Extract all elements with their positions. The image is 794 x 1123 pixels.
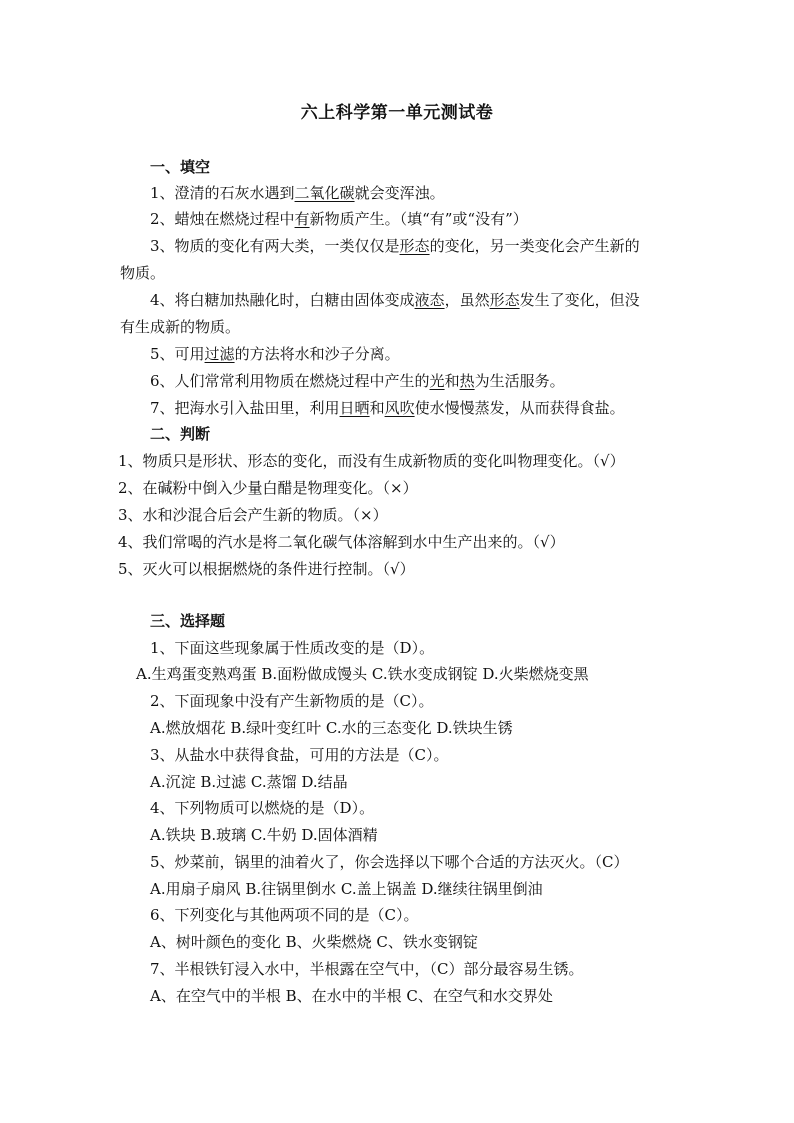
answer-blank: 二氧化碳 [294,184,355,202]
section-heading-choice: 三、选择题 [150,612,226,630]
choice-options: A、树叶颜色的变化 B、火柴燃烧 C、铁水变钢锭 [150,933,478,951]
fill-question-4-continued: 有生成新的物质。 [120,318,241,336]
choice-question: 3、从盐水中获得食盐，可用的方法是（C）。 [150,746,449,764]
choice-options: A.用扇子扇风 B.往锅里倒水 C.盖上锅盖 D.继续往锅里倒油 [150,880,543,898]
fill-question-5: 5、可用过滤的方法将水和沙子分离。 [150,345,400,363]
answer-blank: 液态 [414,291,445,309]
answer-blank: 光 [429,372,445,390]
choice-question: 5、炒菜前，锅里的油着火了，你会选择以下哪个合适的方法灭火。（C） [150,853,629,871]
choice-question: 2、下面现象中没有产生新物质的是（C）。 [150,692,434,710]
choice-options: A.生鸡蛋变熟鸡蛋 B.面粉做成馒头 C.铁水变成钢锭 D.火柴燃烧变黑 [136,665,589,683]
choice-question: 7、半根铁钉浸入水中，半根露在空气中，（C）部分最容易生锈。 [150,960,584,978]
judge-item: 1、物质只是形状、形态的变化，而没有生成新物质的变化叫物理变化。（√） [118,452,625,470]
fill-question-6: 6、人们常常利用物质在燃烧过程中产生的光和热为生活服务。 [150,372,565,390]
judge-item: 3、水和沙混合后会产生新的物质。（×） [118,506,388,524]
fill-question-3: 3、物质的变化有两大类，一类仅仅是形态的变化，另一类变化会产生新的 [150,237,640,255]
answer-blank: 过滤 [204,345,235,363]
choice-question: 6、下列变化与其他两项不同的是（C）。 [150,906,419,924]
answer-blank: 热 [459,372,475,390]
choice-options: A.燃放烟花 B.绿叶变红叶 C.水的三态变化 D.铁块生锈 [150,719,513,737]
section-heading-fill-blank: 一、填空 [150,158,211,176]
answer-blank: 有 [294,210,310,228]
fill-question-7: 7、把海水引入盐田里，利用日晒和风吹使水慢慢蒸发，从而获得食盐。 [150,399,625,417]
fill-question-4: 4、将白糖加热融化时，白糖由固体变成液态，虽然形态发生了变化，但没 [150,291,640,309]
choice-question: 1、下面这些现象属于性质改变的是（D）。 [150,639,435,657]
judge-item: 4、我们常喝的汽水是将二氧化碳气体溶解到水中生产出来的。（√） [118,533,565,551]
answer-blank: 形态 [489,291,520,309]
choice-options: A.沉淀 B.过滤 C.蒸馏 D.结晶 [150,773,348,791]
fill-question-2: 2、蜡烛在燃烧过程中有新物质产生。（填“有”或“没有”） [150,210,528,228]
choice-question: 4、下列物质可以燃烧的是（D）。 [150,799,375,817]
answer-blank: 风吹 [384,399,415,417]
choice-options: A、在空气中的半根 B、在水中的半根 C、在空气和水交界处 [150,987,553,1005]
fill-question-1: 1、澄清的石灰水遇到二氧化碳就会变浑浊。 [150,184,445,202]
answer-blank: 日晒 [339,399,370,417]
section-heading-true-false: 二、判断 [150,425,211,443]
judge-item: 2、在碱粉中倒入少量白醋是物理变化。（×） [118,479,418,497]
judge-item: 5、灭火可以根据燃烧的条件进行控制。（√） [118,560,415,578]
choice-options: A.铁块 B.玻璃 C.牛奶 D.固体酒精 [150,826,378,844]
fill-question-3-continued: 物质。 [120,264,166,282]
answer-blank: 形态 [399,237,430,255]
page-title: 六上科学第一单元测试卷 [300,103,494,123]
